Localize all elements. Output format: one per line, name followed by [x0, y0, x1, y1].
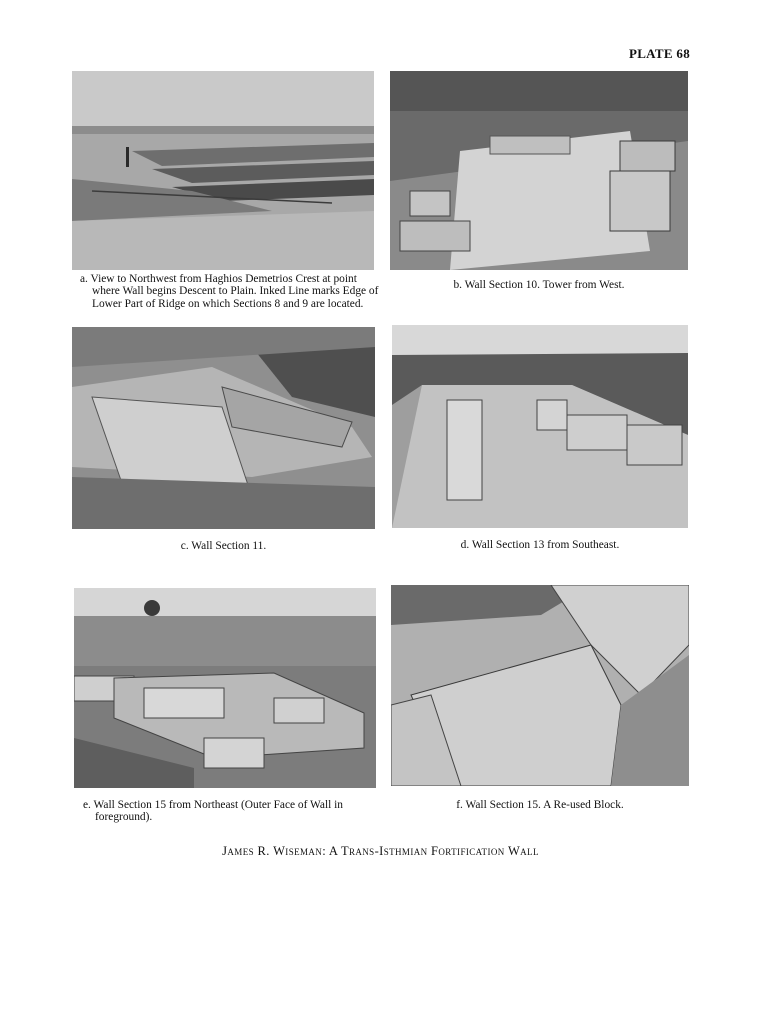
plate-number: PLATE 68 — [628, 46, 690, 61]
photo-c-wall-section-11 — [72, 327, 375, 529]
running-footer: James R. Wiseman: A Trans-Isthmian Fortification Wall — [222, 844, 539, 858]
caption-f: f. Wall Section 15. A Re-used Block. — [456, 799, 624, 811]
photo-e-wall-section-15 — [74, 588, 376, 788]
caption-a: a. View to Northwest from Haghios Demetrios Crest at point where Wall begins Descent to Plain. Inked Line marks Edge of Lower Part of Ridge on which Sections 8 and 9 are located. — [80, 273, 379, 310]
photo-a-landscape-view — [72, 71, 374, 270]
caption-e: e. Wall Section 15 from Northeast (Outer Face of Wall in foreground). — [83, 799, 343, 824]
photo-b-tower — [390, 71, 688, 270]
caption-c: c. Wall Section 11. — [180, 540, 267, 552]
photo-d-wall-section-13 — [392, 325, 688, 528]
caption-d: d. Wall Section 13 from Southeast. — [460, 539, 620, 551]
caption-b: b. Wall Section 10. Tower from West. — [453, 279, 625, 291]
photo-f-reused-block — [391, 585, 689, 786]
